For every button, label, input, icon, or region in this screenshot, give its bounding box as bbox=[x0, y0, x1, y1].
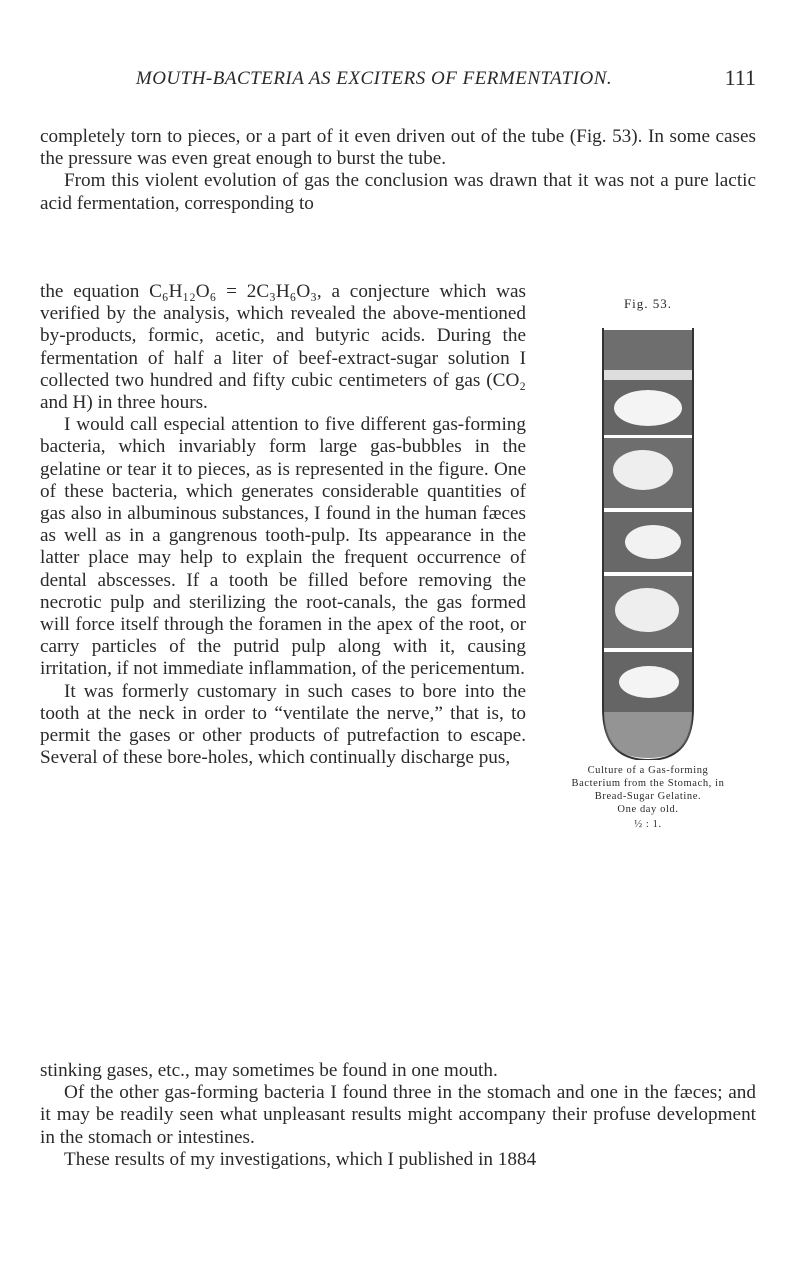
gas-gap-1 bbox=[604, 370, 692, 380]
gas-bubble-5 bbox=[619, 666, 679, 698]
page-header bbox=[40, 62, 756, 102]
figure-caption bbox=[563, 764, 733, 831]
figure-label: Fig. 53. bbox=[623, 296, 673, 311]
gelatine-band-1 bbox=[604, 330, 692, 370]
gas-bubble-2 bbox=[613, 450, 673, 490]
paragraph-1: completely torn to pieces, or a part of it even driven out of the tube (Fig. 53). In some cases the pressure was even great enough to burst the tube. bbox=[40, 126, 756, 170]
caption-age: One day old. bbox=[617, 804, 679, 815]
paragraph-6: These results of my investigations, which I published in 1884 bbox=[64, 1148, 537, 1170]
paragraph-3: I would call especial attention to five different gas-forming bacteria, which invariably form large gas-bubbles in the gelatine or tear it to pieces, as is represented in the figure. One of these bacteria, which generates considerable quantities of gas also in albuminous substances, I found in the human fæces as well as in a gangrenous tooth-pulp. Its appearance in the latter place may help to explain the frequent occurrence of dental abscesses. If a tooth be filled before removing the necrotic pulp and sterilizing the root-canals, the gas formed will force itself through the foramen in the apex of the root, or carry particles of the putrid pulp along with it, causing irritation, if not immediate inflammation, of the pericementum. bbox=[40, 414, 526, 680]
gas-bubble-1 bbox=[614, 390, 682, 426]
caption-text: Culture of a Gas-forming Bacterium from the Stomach, in Bread-Sugar Gelatine. bbox=[571, 765, 725, 802]
page-number: 111 bbox=[724, 65, 756, 90]
paragraph-4b: stinking gases, etc., may sometimes be found in one mouth. bbox=[40, 1060, 498, 1081]
paragraph-4a: It was formerly customary in such cases to bore into the tooth at the neck in order to “ventilate the nerve,” that is, to permit the gases or other products of putrefaction to escape. Several of these bore-holes, which continually discharge pus, bbox=[40, 680, 526, 769]
paragraph-2a: From this violent evolution of gas the conclusion was drawn that it was not a pure lactic acid fermentation, corresponding to bbox=[40, 170, 756, 214]
text-block-top bbox=[40, 126, 756, 215]
paragraph-2b: the equation C₆H₁₂O₆ = 2C₃H₆O₃, a conjecture which was verified by the analysis, which revealed the above-mentioned by-products, formic, acetic, and butyric acids. During the fermentation of half a liter of beef-extract-sugar solution I collected two hundred and fifty cubic centimeters of gas (CO₂ and H) in three hours. bbox=[40, 281, 526, 414]
gas-bubble-4 bbox=[615, 588, 679, 632]
text-block-wrapped bbox=[40, 281, 526, 769]
running-head: MOUTH-BACTERIA AS EXCITERS OF FERMENTATION. bbox=[135, 68, 613, 89]
gas-bubble-3 bbox=[625, 525, 681, 559]
caption-scale: ½ : 1. bbox=[634, 819, 662, 830]
text-block-bottom bbox=[40, 1060, 756, 1171]
culture-tube-illustration bbox=[563, 320, 733, 760]
paragraph-5: Of the other gas-forming bacteria I found three in the stomach and one in the fæces; and it may be readily seen what unpleasant results might accompany their profuse development in the stomach or intestines. bbox=[40, 1082, 756, 1148]
figure-53 bbox=[563, 296, 733, 830]
